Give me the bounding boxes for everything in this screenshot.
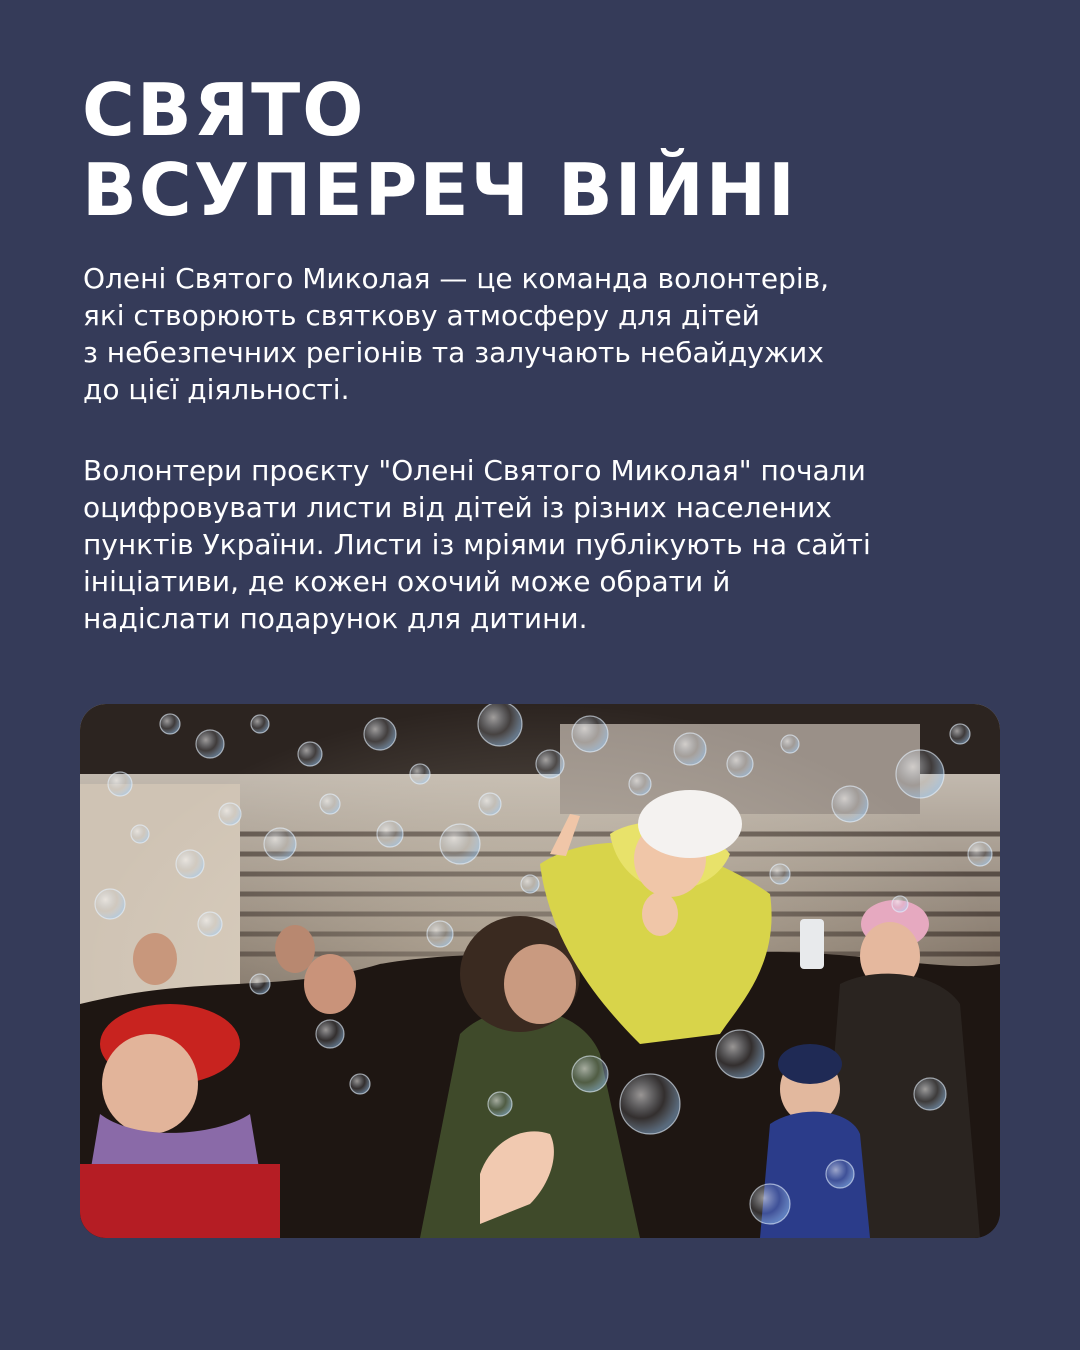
title-line-2: ВСУПЕРЕЧ ВІЙНІ <box>82 148 797 232</box>
paragraph-line: надіслати подарунок для дитини. <box>83 602 588 635</box>
paragraph-line: Волонтери проєкту "Олені Святого Миколая" почали <box>83 454 866 487</box>
paragraph-line: оцифровувати листи від дітей із різних населених <box>83 491 832 524</box>
paragraph-line: з небезпечних регіонів та залучають небайдужих <box>83 336 824 369</box>
title-line-1: СВЯТО <box>82 68 366 152</box>
intro-paragraph <box>83 260 829 408</box>
paragraph-line: Олені Святого Миколая — це команда волонтерів, <box>83 262 830 295</box>
page-title <box>82 70 797 230</box>
paragraph-line: до цієї діяльності. <box>83 373 350 406</box>
project-paragraph <box>83 452 871 637</box>
paragraph-line: які створюють святкову атмосферу для дітей <box>83 299 760 332</box>
paragraph-line: пунктів України. Листи із мріями публікують на сайті <box>83 528 871 561</box>
paragraph-line: ініціативи, де кожен охочий може обрати й <box>83 565 731 598</box>
celebration-photo <box>80 704 1000 1238</box>
